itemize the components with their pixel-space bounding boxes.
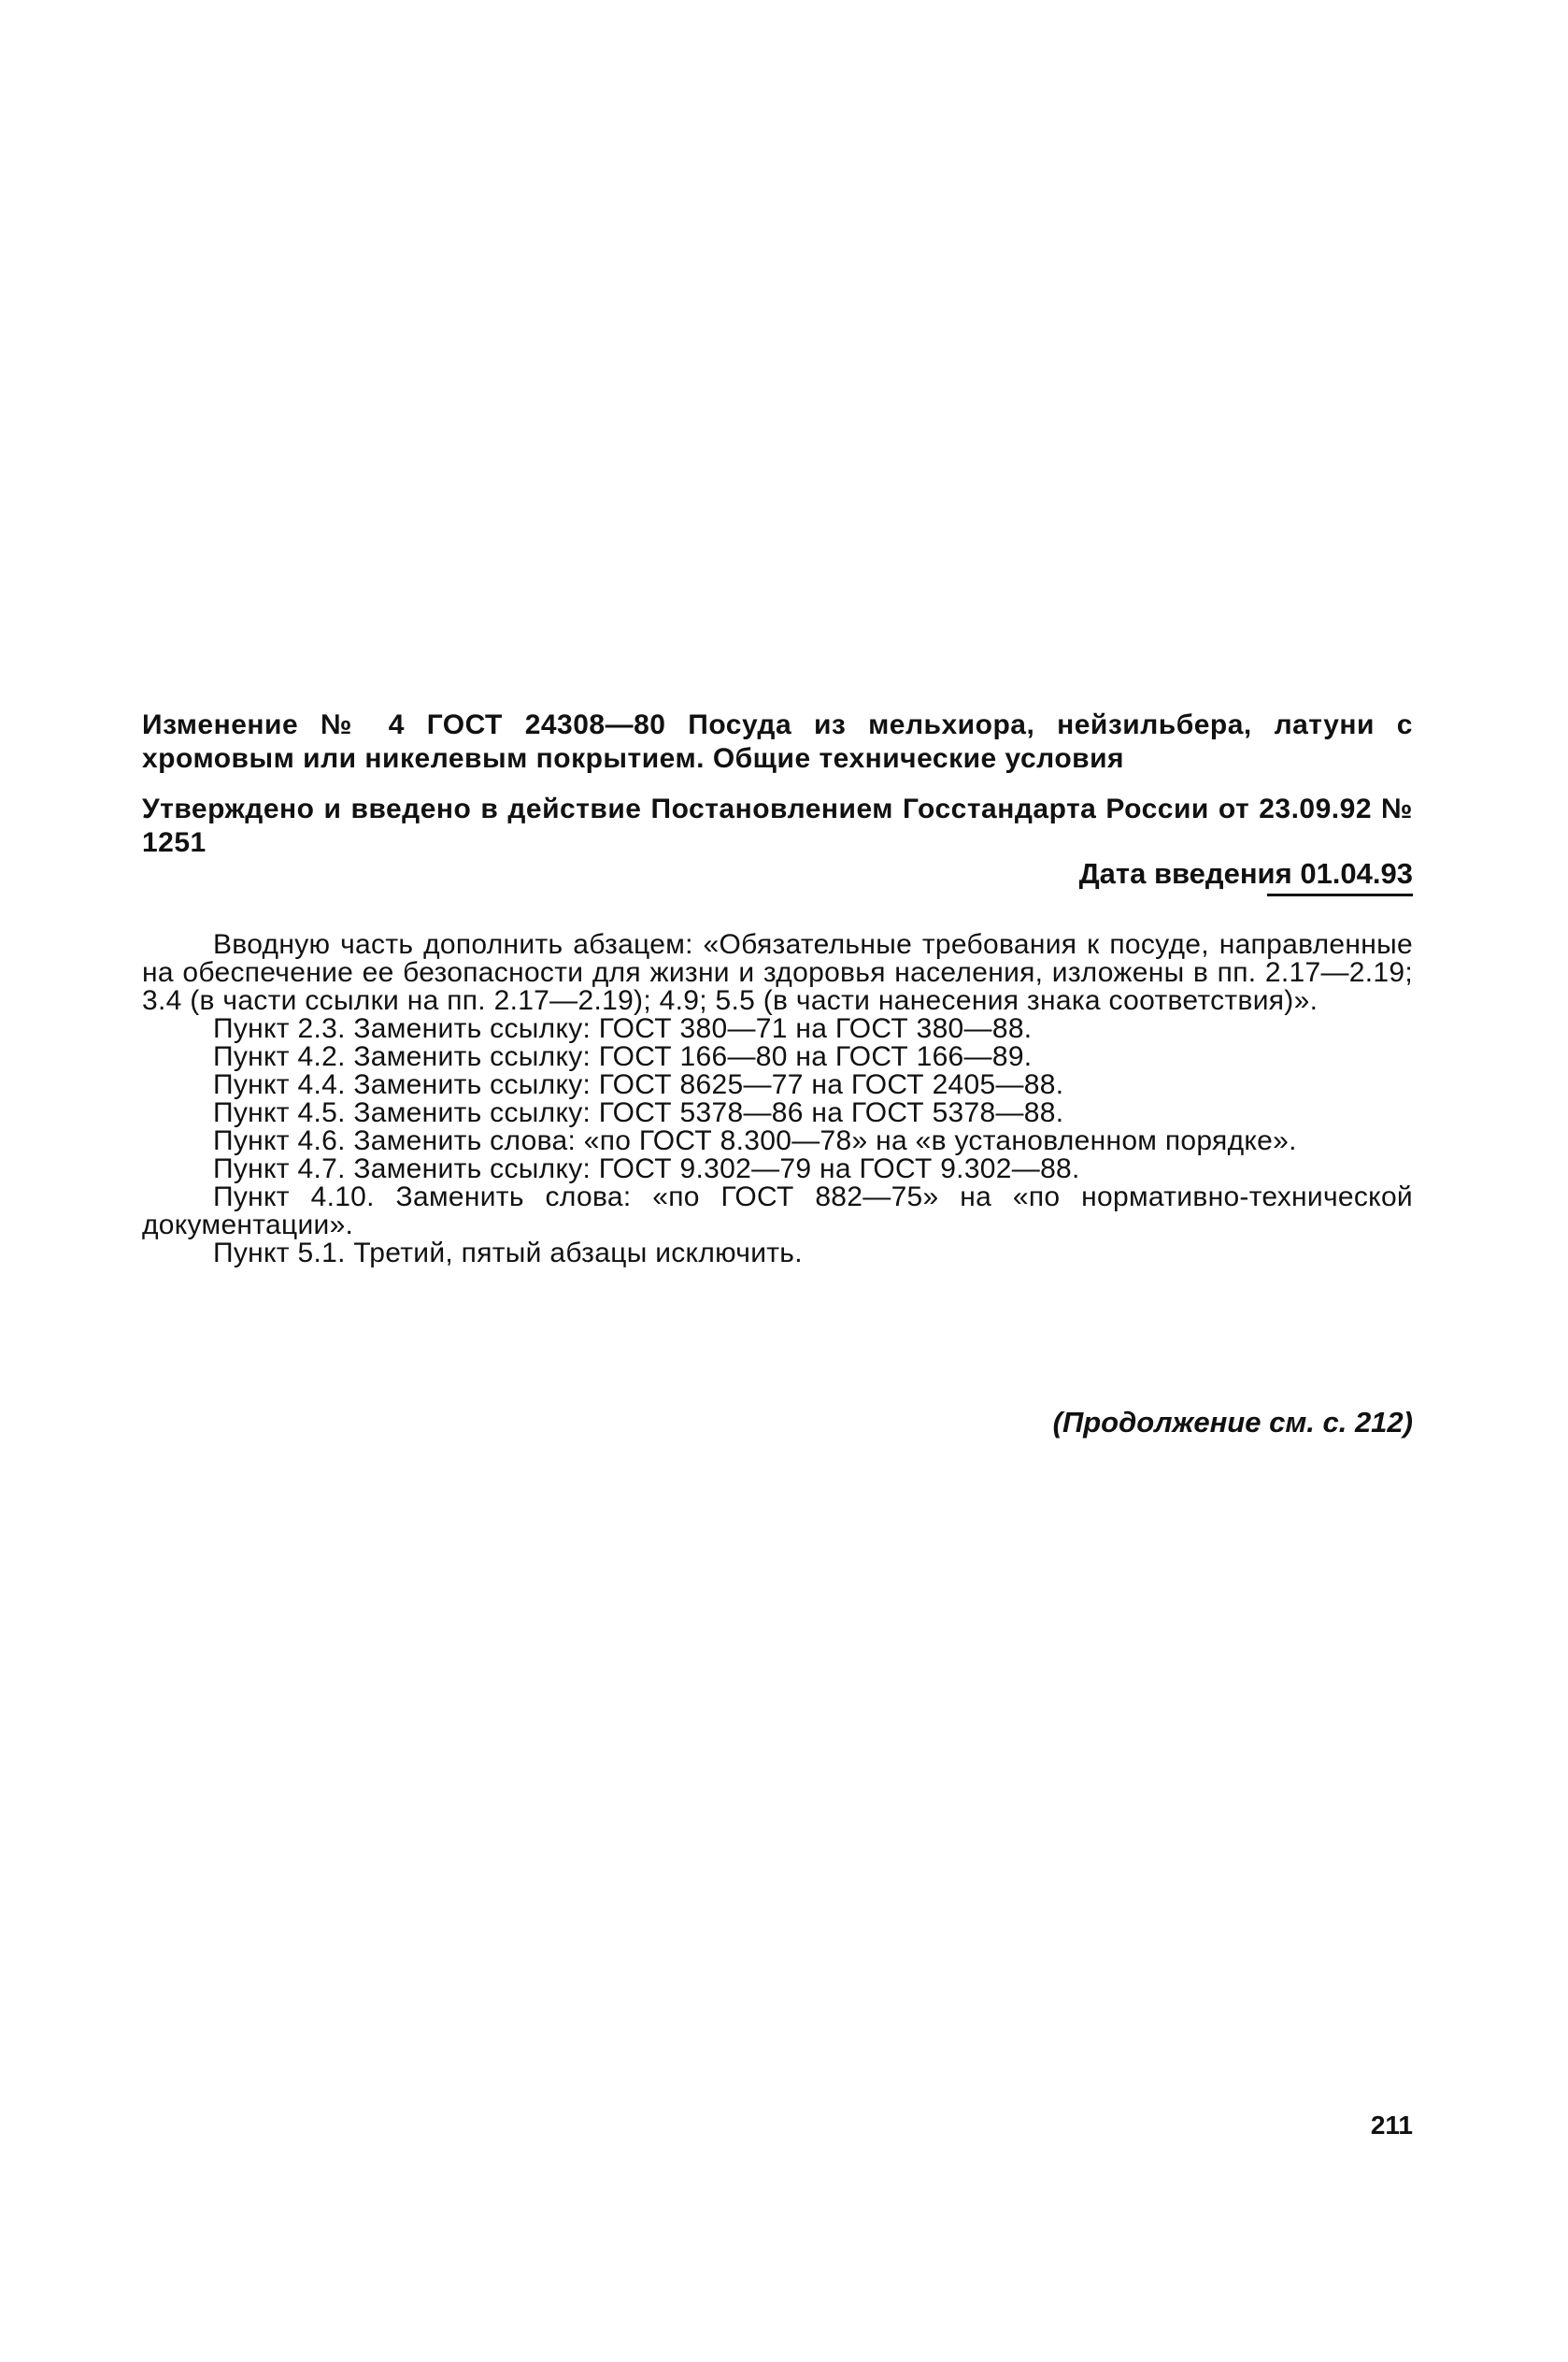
amendment-title: Изменение № 4 ГОСТ 24308—80 Посуда из мельхиора, нейзильбера, латуни с хромовым или никелевым покрытием. Общие технические условия bbox=[142, 709, 1413, 774]
body-paragraph-4-2: Пункт 4.2. Заменить ссылку: ГОСТ 166—80 на ГОСТ 166—89. bbox=[213, 1041, 1033, 1072]
introduction-date bbox=[142, 856, 1413, 892]
body-paragraph-intro: Вводную часть дополнить абзацем: «Обязательные требования к посуде, направленные на обеспечение ее безопасности для жизни и здоровья населения, изложены в пп. 2.17—2.19; 3.4 (в части ссылки на пп. 2.17—2.19); 4.9; 5.5 (в части нанесения знака соответствия)». bbox=[142, 929, 1413, 1016]
body-paragraph-4-7: Пункт 4.7. Заменить ссылку: ГОСТ 9.302—79 на ГОСТ 9.302—88. bbox=[213, 1153, 1080, 1184]
body-paragraph-4-10: Пункт 4.10. Заменить слова: «по ГОСТ 882—75» на «по нормативно-технической документации». bbox=[142, 1181, 1413, 1240]
introduction-date-value: 01.04.93 bbox=[1300, 857, 1413, 890]
body-paragraph-5-1: Пункт 5.1. Третий, пятый абзацы исключить. bbox=[213, 1238, 803, 1268]
date-underline-rule bbox=[1267, 894, 1413, 896]
continuation-note: (Продолжение см. с. 212) bbox=[1052, 1406, 1413, 1439]
body-paragraph-4-5: Пункт 4.5. Заменить ссылку: ГОСТ 5378—86 на ГОСТ 5378—88. bbox=[213, 1097, 1064, 1128]
body-paragraph-4-6: Пункт 4.6. Заменить слова: «по ГОСТ 8.300—78» на «в установленном порядке». bbox=[213, 1125, 1297, 1156]
approval-statement: Утверждено и введено в действие Постановлением Госстандарта России от 23.09.92 № 1251 bbox=[142, 794, 1413, 858]
body-paragraph-4-4: Пункт 4.4. Заменить ссылку: ГОСТ 8625—77 на ГОСТ 2405—88. bbox=[213, 1069, 1064, 1100]
introduction-date-label: Дата введения bbox=[1078, 857, 1292, 890]
page-number: 211 bbox=[1370, 2111, 1413, 2140]
amendment-body bbox=[142, 931, 1413, 1267]
body-paragraph-2-3: Пункт 2.3. Заменить ссылку: ГОСТ 380—71 на ГОСТ 380—88. bbox=[213, 1013, 1033, 1044]
